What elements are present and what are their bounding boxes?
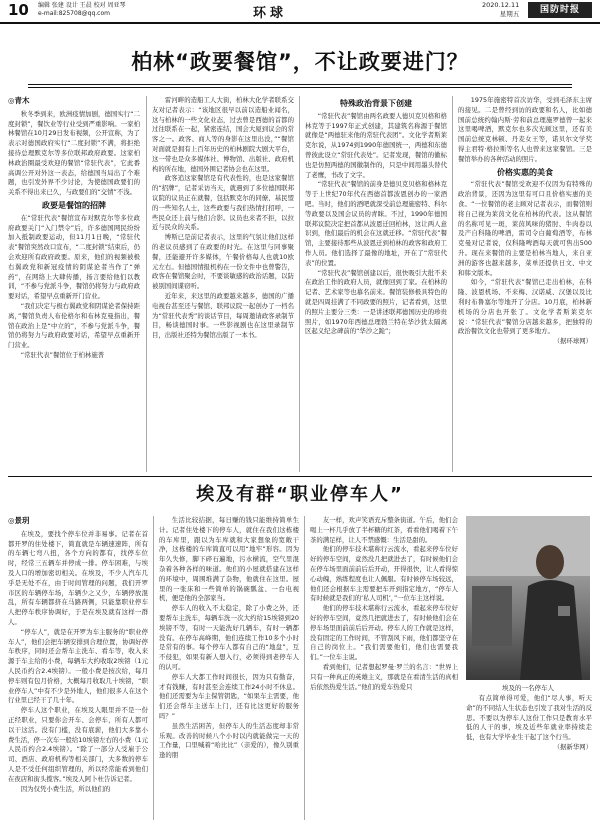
editor-line <box>38 2 126 18</box>
paragraph: 停车人大都工作时间很长，因为只有勤奋，才有钱赚，有时甚至会连续工作24小时不休息。他们还需要为车主保管钥匙，“如果车主需要，他们还会帮车主送车上门，还有比这更好的服务吗？” <box>159 672 299 720</box>
paragraph: “停车人”，就是在开罗为车主服务的“职业停车人”，他们会把车辆安排到合理位置，协调好停车秩序，同时还会帮车主洗车、看车等，收入来源于车主给的小费，每辆车大约收取2埃镑（1元人民币约合2.4埃镑）。一般小费是按次给，每月停车则有包月价格，大概每月收取几十埃镑，“职业停车人”中有不少是外地人，他们很多人在这个行业里已经干了几十年。 <box>8 627 148 705</box>
paragraph: 他们的停车技术堪称行云流水，看起来停车位好好的停车空间，竟然没几把就进去了，有时候他们会在停车场里面前前后后开动，开得很快，让人看得惊心动魄，熟练程度也让人佩服。有时候停车场较远，他们还会根据车主需要把车开到指定地方，“停车人有时候就是我们的‘私人司机’，”一位车主这样说。 <box>310 545 458 603</box>
column-divider <box>304 516 305 820</box>
paragraph: 雷河畔的造船工人大街，柏林大化学者联系交友对记者表示：“该地区很早以前以造船业闻名，这与柏林的一些文化业态，过去曾是西德的首都的过往联系在一起，紧密连结，国会大厦到议会的常客之一。政客、商人等的身影在这里出没，”“餐馆对面就是拥有上百年历史的柏林剧院大剧大平台，这一带也是众多媒体社、博物馆、出版社、政府机构的所在地，德国外围记者协会也在这里。 <box>152 96 294 173</box>
source-note: （据环球网） <box>553 337 592 346</box>
article2-headline: 埃及有群“职业停车人” <box>196 484 404 505</box>
headline-rule <box>28 84 572 85</box>
newspaper-logo: 国防时报 <box>528 2 592 18</box>
email-text: e-mail:825708@qq.com <box>38 10 110 17</box>
article2-column-1 <box>8 516 148 820</box>
paragraph: 停车人这个职业，在埃及人眼里并不是一份正经职业，只要你会开车、会停车，所有人都可以干这活。没有门槛，没有底薪，他们大多靠小费生活，停一次车一般给10埃镑左右的小费（1元人民币约合2.4埃镑）。“除了一部分人受雇于公司、酒店、政府机构等相关部门，大多数的停车人是不受任何组织管理的，所以经常能看到他们在夜店和街头揽客。”埃及人阿卜杜告诉记者。 <box>8 706 148 783</box>
paragraph: “常驻代表”餐馆位于柏林施普 <box>20 350 105 359</box>
article1-column-4 <box>458 96 592 472</box>
article1-column-3 <box>305 96 447 472</box>
paragraph: 如今，“常驻代表”餐馆已走出柏林，在科隆、波恩机场、不来梅、汉诺威、汉堡以及比利时布鲁塞尔等地开了分店。10月底，柏林新机场的分店也开张了。文化学者斯莱克尔说：“常驻代表”餐馆分店越来越多，把独特的政治餐饮文化也带到了更多地方。 <box>458 278 592 336</box>
article1-byline: ◎青木 <box>8 96 30 105</box>
paragraph: 有点简单得可爱，他们“尽人事，听天命”的不同结人生状态也引发了我对生活的反思。不要以为停车人这份工作只是教育水平低的人干的事，埃及近些年就业率持续走低，也有大学毕业生干起了这个行当。 <box>466 694 592 742</box>
page-header <box>0 0 600 24</box>
article2-column-3 <box>310 516 458 820</box>
article1-column-2 <box>152 96 294 472</box>
article1-headline: 柏林“政要餐馆”，不让政要进门？ <box>131 50 469 74</box>
paragraph: 近年来，来这里的政要越来越多，德国的广播电视台甚至还与餐馆、联邦议院一起创办了一档名为“常驻代表秀”的谈话节目，每周邀请政客录制节目，畅谈德国时事。一些影视剧也在这里录制节目，出版社还特为餐馆出版了一本书。 <box>152 291 294 340</box>
paragraph: 在埃及，要找个停车位并非易事。记者在首都开罗的住处楼下，简直就是车辆速速阵，所有的车辆七弯八扭，各个方向的都有，找停车位时，经常三五辆车并停成一排。停车困难，与埃及人口的增加密切相关。在埃及，不少人汽车几乎是无处不在，由于时间管理的问题，我们开罗市区的车辆停车场，车辆少之又少，车辆停放混乱，所有车辆都挤在马路两侧，只能靠职业停车人把停车秩序协调好，于是在埃及就有这样一群人。 <box>8 529 148 626</box>
column-divider <box>299 96 300 472</box>
paragraph: “常驻代表”餐馆的前身是德贝克贝格和格林克等于上世纪70年代在西德首都波恩创办的一家酒吧。当时，他们的酒吧就深受前总理施密特、科尔等政要以及国会议员的青睐。不过，1990年德国联邦议院决定把首都从波恩迁回柏林，这让两人意识到，他们最后的机会在这就迁移。“常驻代表”餐馆，主要接待那些从波恩迁到柏林的政客和政府工作人员。他们选择了最像的地址，开在了“常驻代表”的位置。 <box>305 180 447 267</box>
paragraph: “常驻代表”餐馆创建以后，很快吸引大批不来在政治工作的政府人员，就像回到了家。在柏林的记者、艺术家等也慕名前来。餐馆装修极具特色的就是四周挂满了不同政要的照片，记者看到，这里的照片主要分三类：一是讲述联邦德国历史的珍贵照片，如1970年西德总理勃兰特在华沙犹太隔离区起义纪念碑前的“华沙之跪”； <box>305 268 447 336</box>
paragraph: “常驻代表”餐馆受欢迎不仅因为有特殊的政治背景，还因为这里有可口且价格实惠的美食。“一位餐馆的老主顾对记者表示，而餐馆则将自己视为莱茵文化在柏林的代表。这从餐馆的名称可见一斑，莱茵风味的猪肘、牛肉卷以及产自科隆的啤酒，雷司令白葡萄酒等，布林克曼对记者说，仅科隆啤酒每天就可售出500升。现在来餐馆的主要是柏林当地人，来自亚洲的游客也越来越多，菜单还提供日文、中文和韩文版本。 <box>458 180 592 277</box>
article2-column-2 <box>159 516 299 820</box>
paragraph: 看到他们，记者想起罗曼·罗兰的名言：“世界上只有一种真正的英雄主义，那就是在看清生活的真相后依然热爱生活。”他们的爱车热爱只 <box>310 662 458 691</box>
headline-rule-2 <box>28 87 572 88</box>
date-block <box>482 1 519 19</box>
photo-caption: 埃及的一名停车人 <box>502 684 554 692</box>
paragraph: 政客追这家餐馆是有代表性的，也是这家餐馆的“招牌”，记者采访当天，就遇到了多位德国联邦议院的议员正在就餐，包括默克尔的同僚、基民盟的一些知名人士，这些政要与我们热情打招呼，一些民众还上前与他们合影。议员也来者不拒，以拉近与民众的关系。 <box>152 174 294 232</box>
paragraph: 停车人的收入不太稳定，除了小费之外，还要帮车主洗车，每辆车洗一次大约给15埃镑到20埃镑不等，有时一天能洗好几辆车，有时一辆都没有。在停车高峰期，他们连续工作10多个小时是常有的事。每个停车人都有自己的“地盘”，互不侵犯，如果有新人想入行，必须得到老停车人的认可。 <box>159 604 299 671</box>
paragraph: 博斯已是前记者表示，这里的气氛让他们这样的老议员感到了在政要的时光。在这里与同事聚餐，还能避开许多媒体，午餐价格每人也就10欧元左右。但德国情报机构在一份文件中也曾警告，政客在餐馆聚会时，不要谈敏感的政治话题，以防被别国间谍窃听。 <box>152 233 294 291</box>
article-separator <box>8 476 592 477</box>
parking-attendant-photo <box>466 516 590 680</box>
paragraph: “我们决定与极右翼政党和阴谋论者保持距离，”餐馆负责人布伦格尔和布林克曼指出，餐馆在政治上是“中立的”，不参与党派斗争，餐馆仍将努力与政府政要对话，希望早点重新开门营业。 <box>8 301 140 350</box>
page-number: 10 <box>8 1 29 19</box>
paragraph: 因为仅凭小费生活，所以他们的 <box>20 784 111 793</box>
column-divider <box>452 96 453 472</box>
paragraph: 秋冬季到来，欧洲疫情加剧，德国实行“二度封锁”，餐饮业等行业受到严重影响。一家柏林餐馆在10月29日发布视频，公开宣称，为了表示对德国政府实行“二度封锁”不满，将拒绝接待总理默克尔等多位联邦政府政要。这家柏林政治圈最受欢迎的餐馆“常驻代表”，它此番高调公开对外这一表态，给德国当局出了个难题，也引发外界不少讨论，为使德国政要们的关系不得出来已久，与政要们的“交情”不浅。 <box>8 109 140 197</box>
paragraph: 1975年施密特首次访华，受到毛泽东主席的接见。二是曾经到访的政要和名人，比如德国前总统约翰内斯·劳和前总理施罗德曾一起来这里喝啤酒，默克尔也多次光顾这里，还有美国前总统克林顿、丹麦女王等，诺贝尔文学奖得主君特·格拉斯等名人也曾来这家餐馆。三是餐馆举办的各种活动的照片。 <box>458 96 592 163</box>
weekday-text: 星期五 <box>499 10 520 18</box>
paragraph: 虽然生活困苦，但停车人的生活态度却非常乐观。改善的时候八个小时以内就能做完一天的工作量，口里喊着“哈比比”（亲爱的），像久别重逢的朋 <box>159 721 299 760</box>
source-note: （据新华网） <box>553 742 592 751</box>
column-divider <box>146 96 147 472</box>
article1-column-1 <box>8 96 140 472</box>
column-divider <box>153 516 154 820</box>
paragraph: “常驻代表”餐馆由两名政要人德贝克贝格和格林克等于1997年正式创建，其建筑名称源于餐馆就像是“两德驻来他的常驻代表团”。文化学者斯莱克尔说，从1974到1990年德国统一，两德和东德曾彼此设立“常驻代表处”。记者发现，餐馆的徽标也是仿照两德的国徽制作的，只是中间用墨头替代了老鹰，书改了文字。 <box>305 111 447 179</box>
paragraph: 友一样，欢声笑语充斥整条街道。午后，他们会喝上一杯几乎放了半杯糖的红茶，看看他们喝着下午茶的满足样，让人不禁感慨：生活是甜的。 <box>310 516 458 544</box>
subheading: 政要是餐馆的招牌 <box>42 200 106 210</box>
editors-text: 编辑 张建 设计 王晨 校对 周亚琴 <box>38 2 126 9</box>
article2-column-4 <box>466 694 592 820</box>
article2-byline: ◎景玥 <box>8 516 30 525</box>
section-title: 环球 <box>253 6 288 21</box>
paragraph: 在“常驻代表”餐馆宣布对默克尔等多位政府政要关门“入门禁令”后，许多德国网民纷纷加入抵制政要运动，但11月1日晚，“常驻代表”餐馆突然改口宣布，“二度封锁”结束后，仍会欢迎所有政府政要。原来，他们的视频被极右翼政党和新冠疫情的阴谋论者当作了“弹药”，在网络上大肆传播，扬言要给他们以教训，“不参与党派斗争，餐馆仍将努力与政府政要对话，希望早点重新开门营业。 <box>8 213 140 301</box>
person-silhouette-icon <box>466 516 590 680</box>
subheading: 特殊政治背景下创建 <box>340 99 412 108</box>
subheading: 价格实惠的美食 <box>497 167 553 177</box>
date-text: 2020.12.11 <box>482 1 520 9</box>
paragraph: 他们的停车技术堪称行云流水，看起来停车位好好的停车空间，竟然几把就进去了，有时候他们会在停车场里面前前后后开动。停车人的工作就是这样，没有固定的工作时间，不管刮风下雨，他们都坚守在自己的岗位上。“我们需要他们，他们也需要我们。”一位车主说。 <box>310 604 458 662</box>
paragraph: 生活比较拮据，每日赚的钱只能维持简单生计。记者住处楼下的停车人，就住在我们这栋楼的车库里，跟以为车库就和大家想象的宽敞干净，这栋楼的车库简直可以用“地牢”形容。因为年久失修，脚下碎石遍地，污水横流，空气里混杂着各种各样的味道。他们的小屋就搭建在这样的环境中，周围堆满了杂物，他就住在这里。屋里的一张床和一些简单的锅碗瓢盆、一台电视机，便是他的全部家当。 <box>159 516 299 603</box>
